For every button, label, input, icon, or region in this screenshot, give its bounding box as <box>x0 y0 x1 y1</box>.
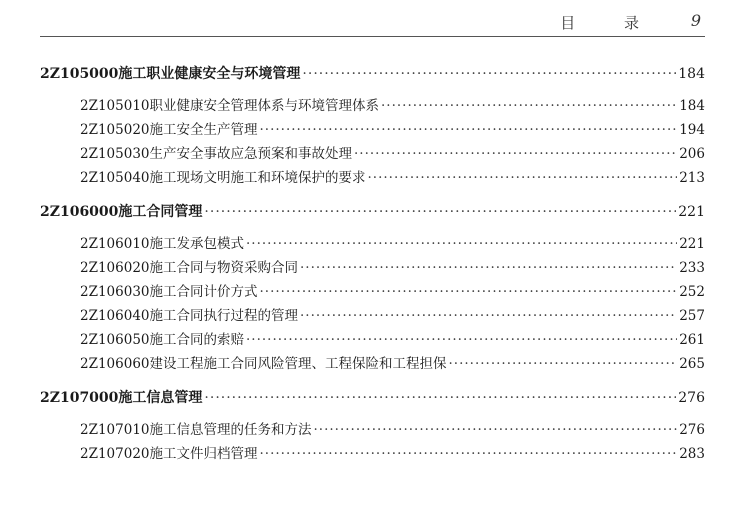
toc-section-row[interactable] <box>40 418 705 442</box>
chapter-page: 184 <box>678 66 705 82</box>
section-title: 施工信息管理的任务和方法 <box>149 422 312 438</box>
leader-dots <box>246 328 677 352</box>
section-title: 施工合同的索赔 <box>149 332 245 348</box>
toc-section-row[interactable] <box>40 94 705 118</box>
leader-dots <box>260 280 678 304</box>
leader-dots <box>449 352 678 376</box>
section-code: 2Z105010 <box>80 98 150 114</box>
toc-chapter-row[interactable] <box>40 200 705 224</box>
leader-dots <box>314 418 678 442</box>
toc-section-row[interactable] <box>40 352 705 376</box>
header-title: 目 录 <box>560 14 661 32</box>
toc-section-row[interactable] <box>40 442 705 466</box>
section-page: 252 <box>679 284 705 300</box>
section-title: 施工合同执行过程的管理 <box>149 308 299 324</box>
leader-dots <box>260 118 678 142</box>
header-page-number: 9 <box>690 11 701 30</box>
section-code: 2Z105040 <box>80 170 150 186</box>
chapter-title: 施工信息管理 <box>118 390 203 406</box>
chapter-code: 2Z106000 <box>40 204 119 220</box>
section-title: 生产安全事故应急预案和事故处理 <box>149 146 353 162</box>
leader-dots <box>204 200 676 224</box>
chapter-code: 2Z107000 <box>40 390 119 406</box>
section-page: 283 <box>679 446 705 462</box>
section-code: 2Z107010 <box>80 422 150 438</box>
toc-section-row[interactable] <box>40 328 705 352</box>
section-page: 276 <box>679 422 705 438</box>
section-page: 221 <box>679 236 705 252</box>
toc-section-row[interactable] <box>40 256 705 280</box>
chapter-title: 施工职业健康安全与环境管理 <box>118 66 301 82</box>
chapter-title: 施工合同管理 <box>118 204 203 220</box>
toc-chapter-row[interactable] <box>40 386 705 410</box>
section-code: 2Z106010 <box>80 236 150 252</box>
toc-section-row[interactable] <box>40 166 705 190</box>
section-title: 施工现场文明施工和环境保护的要求 <box>149 170 366 186</box>
section-title: 施工文件归档管理 <box>149 446 258 462</box>
page-header <box>40 8 705 37</box>
section-code: 2Z106030 <box>80 284 150 300</box>
table-of-contents <box>40 62 705 466</box>
section-page: 257 <box>679 308 705 324</box>
section-page: 213 <box>679 170 705 186</box>
section-page: 265 <box>679 356 705 372</box>
leader-dots <box>260 442 678 466</box>
toc-section-row[interactable] <box>40 232 705 256</box>
leader-dots <box>246 232 677 256</box>
toc-section-row[interactable] <box>40 304 705 328</box>
toc-section-row[interactable] <box>40 142 705 166</box>
section-page: 194 <box>679 122 705 138</box>
leader-dots <box>354 142 677 166</box>
section-title: 施工安全生产管理 <box>149 122 258 138</box>
section-page: 261 <box>679 332 705 348</box>
leader-dots <box>368 166 678 190</box>
section-title: 施工发承包模式 <box>149 236 245 252</box>
section-code: 2Z105020 <box>80 122 150 138</box>
chapter-page: 276 <box>678 390 705 406</box>
section-title: 职业健康安全管理体系与环境管理体系 <box>149 98 380 114</box>
section-code: 2Z106060 <box>80 356 150 372</box>
chapter-page: 221 <box>678 204 705 220</box>
section-title: 施工合同计价方式 <box>149 284 258 300</box>
leader-dots <box>204 386 676 410</box>
leader-dots <box>300 256 677 280</box>
section-code: 2Z106020 <box>80 260 150 276</box>
toc-section-row[interactable] <box>40 280 705 304</box>
section-code: 2Z106040 <box>80 308 150 324</box>
section-code: 2Z107020 <box>80 446 150 462</box>
section-code: 2Z106050 <box>80 332 150 348</box>
leader-dots <box>302 62 676 86</box>
leader-dots <box>300 304 677 328</box>
section-page: 206 <box>679 146 705 162</box>
chapter-code: 2Z105000 <box>40 66 119 82</box>
toc-section-row[interactable] <box>40 118 705 142</box>
section-page: 184 <box>679 98 705 114</box>
leader-dots <box>381 94 677 118</box>
section-title: 建设工程施工合同风险管理、工程保险和工程担保 <box>149 356 447 372</box>
toc-chapter-row[interactable] <box>40 62 705 86</box>
section-title: 施工合同与物资采购合同 <box>149 260 299 276</box>
section-code: 2Z105030 <box>80 146 150 162</box>
section-page: 233 <box>679 260 705 276</box>
